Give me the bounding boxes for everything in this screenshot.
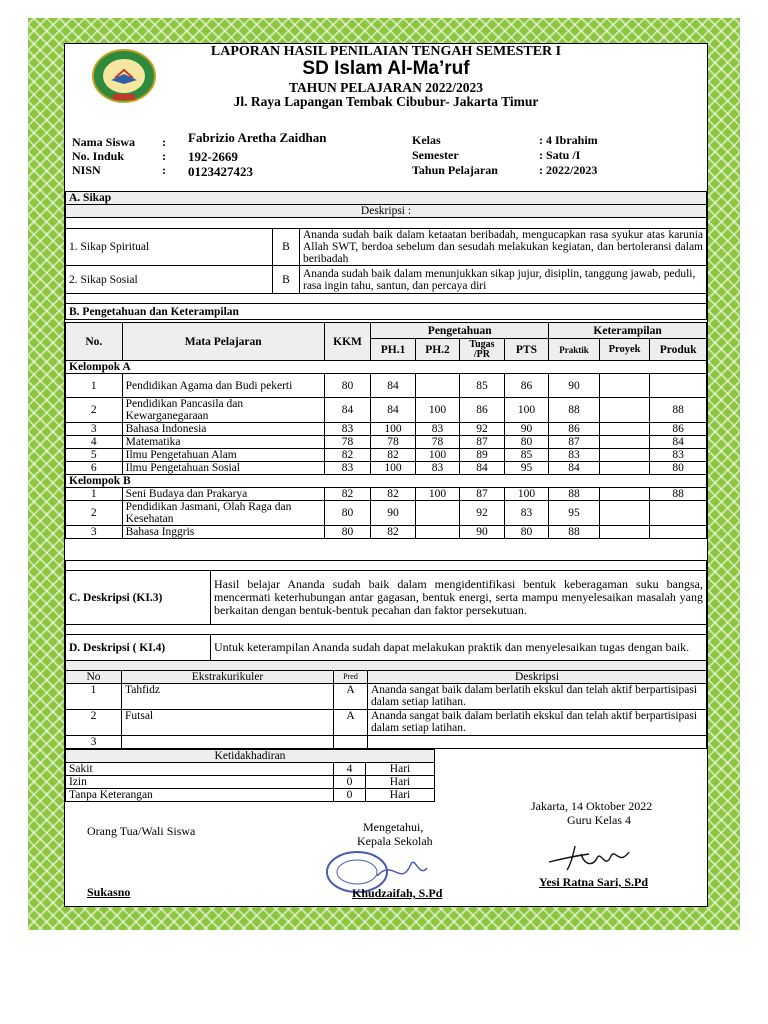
student-induk: 192-2669 [188, 149, 238, 164]
table-row [66, 423, 707, 436]
absen-row [66, 789, 435, 802]
ekskul-no: 3 [66, 736, 122, 749]
absen-unit: Hari [366, 776, 435, 789]
cell-praktik: 90 [549, 374, 600, 398]
cell-pts: 80 [504, 526, 549, 539]
table-row [66, 526, 707, 539]
cell-kkm: 78 [324, 436, 371, 449]
class-info-labels [412, 133, 498, 178]
cell-mapel: Ilmu Pengetahuan Sosial [122, 462, 324, 475]
semester-label: Semester [412, 148, 459, 162]
col-tugas: Tugas /PR [460, 339, 504, 361]
group-name: Kelompok B [66, 475, 707, 488]
head-title: Kepala Sekolah [357, 834, 433, 848]
spacer-row [66, 561, 707, 571]
school-name: SD Islam Al-Ma’ruf [302, 58, 470, 79]
cell-proyek [599, 488, 650, 501]
table-row [66, 501, 707, 526]
student-info-labels [72, 135, 135, 177]
cell-ph2 [415, 501, 459, 526]
absen-unit: Hari [366, 763, 435, 776]
col-mapel: Mata Pelajaran [122, 323, 324, 361]
cell-produk: 86 [650, 423, 707, 436]
group-name: Kelompok A [66, 361, 707, 374]
cell-ph1: 90 [371, 501, 415, 526]
cell-pts: 80 [504, 436, 549, 449]
col-praktik: Praktik [549, 339, 600, 361]
col-pengetahuan: Pengetahuan [371, 323, 549, 339]
cell-kkm: 80 [324, 501, 371, 526]
cell-proyek [599, 526, 650, 539]
cell-mapel: Pendidikan Pancasila dan Kewarganegaraan [122, 398, 324, 423]
col-pts: PTS [504, 339, 549, 361]
ekskul-desc: Ananda sangat baik dalam berlatih ekskul dan telah aktif berpartisipasi dalam setiap latihan. [368, 684, 707, 710]
table-row [66, 398, 707, 423]
col-proyek: Proyek [599, 339, 650, 361]
teacher-signature-icon [545, 840, 655, 876]
nilai-table [65, 322, 707, 539]
cell-ph2: 83 [415, 462, 459, 475]
ki4-label: D. Deskripsi ( KI.4) [66, 635, 211, 661]
induk-label: No. Induk [72, 149, 125, 163]
cell-praktik: 88 [549, 488, 600, 501]
sikap-title: A. Sikap [66, 192, 707, 205]
guru-title: Guru Kelas 4 [567, 813, 631, 827]
cell-mapel: Seni Budaya dan Prakarya [122, 488, 324, 501]
absen-unit: Hari [366, 789, 435, 802]
col-ph2: PH.2 [415, 339, 459, 361]
cell-ph2 [415, 526, 459, 539]
cell-proyek [599, 398, 650, 423]
ekskul-col-name: Ekstrakurikuler [122, 671, 334, 684]
table-row [66, 436, 707, 449]
ekskul-col-no: No [66, 671, 122, 684]
class-info-values [539, 133, 598, 178]
cell-pts: 86 [504, 374, 549, 398]
absen-count: 0 [334, 789, 366, 802]
ekskul-body [66, 684, 707, 749]
absen-table [65, 749, 435, 802]
tahun-value: : 2022/2023 [539, 163, 598, 177]
cell-ph2: 83 [415, 423, 459, 436]
spacer-row [66, 661, 707, 671]
spacer-row [66, 625, 707, 635]
absen-row [66, 763, 435, 776]
cell-ph1: 100 [371, 423, 415, 436]
cell-proyek [599, 423, 650, 436]
ki3-label: C. Deskripsi (KI.3) [66, 571, 211, 625]
ekskul-desc: Ananda sangat baik dalam berlatih ekskul dan telah aktif berpartisipasi dalam setiap latihan. [368, 710, 707, 736]
cell-ph1: 78 [371, 436, 415, 449]
ekskul-col-pred: Pred [334, 671, 368, 684]
student-info-colons [162, 135, 166, 177]
colon: : [162, 163, 166, 177]
cell-produk [650, 501, 707, 526]
parent-title: Orang Tua/Wali Siswa [87, 824, 196, 838]
col-keterampilan: Keterampilan [549, 323, 707, 339]
cell-ph2: 100 [415, 449, 459, 462]
absen-body [66, 763, 435, 802]
cell-tugas: 90 [460, 526, 504, 539]
ekskul-pred: A [334, 710, 368, 736]
cell-pts: 100 [504, 398, 549, 423]
cell-ph2: 78 [415, 436, 459, 449]
know-label: Mengetahui, [363, 820, 424, 834]
ekskul-row [66, 710, 707, 736]
guru-name: Yesi Ratna Sari, S.Pd [539, 875, 649, 889]
cell-no: 3 [66, 423, 123, 436]
cell-produk: 84 [650, 436, 707, 449]
sikap-spiritual-label: 1. Sikap Spiritual [66, 229, 273, 266]
cell-ph2 [415, 374, 459, 398]
sikap-sosial-label: 2. Sikap Sosial [66, 266, 273, 294]
col-no: No. [66, 323, 123, 361]
kelas-label: Kelas [412, 133, 441, 147]
cell-no: 1 [66, 374, 123, 398]
spacer-row [66, 218, 707, 229]
absen-label: Izin [66, 776, 334, 789]
nisn-label: NISN [72, 163, 101, 177]
ki3-text: Hasil belajar Ananda sudah baik dalam mengidentifikasi bentuk keberagaman suku bangsa, mencermati keterhubungan antar gagasan, bentuk energi, serta mampu menyelesaikan masalah yang berkaitan dengan bentuk-bentuk pecahan dan faktor persekutuan. [211, 571, 707, 625]
cell-ph1: 84 [371, 374, 415, 398]
cell-produk: 88 [650, 398, 707, 423]
ekskul-table [65, 670, 707, 749]
ekskul-name: Tahfidz [122, 684, 334, 710]
cell-praktik: 83 [549, 449, 600, 462]
cell-praktik: 88 [549, 398, 600, 423]
cell-tugas: 86 [460, 398, 504, 423]
cell-tugas: 92 [460, 501, 504, 526]
parent-name: Sukasno [87, 885, 131, 899]
ekskul-col-desc: Deskripsi [368, 671, 707, 684]
table-row [66, 488, 707, 501]
cell-no: 1 [66, 488, 123, 501]
place-date: Jakarta, 14 Oktober 2022 [531, 799, 653, 813]
col-kkm: KKM [324, 323, 371, 361]
student-name: Fabrizio Aretha Zaidhan [188, 130, 327, 145]
ekskul-name [122, 736, 334, 749]
report-card [64, 43, 708, 907]
table-row [66, 449, 707, 462]
cell-no: 2 [66, 398, 123, 423]
cell-kkm: 80 [324, 374, 371, 398]
student-nisn: 0123427423 [188, 164, 253, 179]
cell-tugas: 87 [460, 488, 504, 501]
tahun-label: Tahun Pelajaran [412, 163, 498, 177]
school-address: Jl. Raya Lapangan Tembak Cibubur- Jakarta Timur [233, 94, 539, 109]
cell-ph1: 82 [371, 526, 415, 539]
cell-produk: 88 [650, 488, 707, 501]
sikap-spiritual-desc: Ananda sudah baik dalam ketaatan beribadah, mengucapkan rasa syukur atas karunia Allah SWT, berdoa sebelum dan sesudah melakukan kegiatan, dan bertoleransi dalam beribadah [300, 229, 707, 266]
ekskul-no: 2 [66, 710, 122, 736]
cell-ph2: 100 [415, 488, 459, 501]
cell-proyek [599, 374, 650, 398]
cell-produk: 80 [650, 462, 707, 475]
ekskul-desc [368, 736, 707, 749]
cell-pts: 90 [504, 423, 549, 436]
sikap-table [65, 191, 707, 320]
cell-no: 2 [66, 501, 123, 526]
cell-pts: 85 [504, 449, 549, 462]
spacer-row [66, 294, 707, 304]
cell-kkm: 83 [324, 423, 371, 436]
cell-praktik: 88 [549, 526, 600, 539]
cell-mapel: Matematika [122, 436, 324, 449]
absen-label: Sakit [66, 763, 334, 776]
cell-ph2: 100 [415, 398, 459, 423]
sikap-spiritual-pred: B [273, 229, 300, 266]
kelas-value: : 4 Ibrahim [539, 133, 598, 147]
cell-produk: 83 [650, 449, 707, 462]
absen-title: Ketidakhadiran [66, 750, 435, 763]
sikap-sosial-desc: Ananda sudah baik dalam menunjukkan sikap jujur, disiplin, tanggung jawab, peduli, rasa ingin tahu, santun, dan percaya diri [300, 266, 707, 294]
table-row [66, 462, 707, 475]
nilai-body [66, 361, 707, 539]
ki3-table [65, 560, 707, 671]
ki4-text: Untuk keterampilan Ananda sudah dapat melakukan praktik dan menyelesaikan tugas dengan baik. [211, 635, 707, 661]
cell-kkm: 82 [324, 449, 371, 462]
cell-praktik: 95 [549, 501, 600, 526]
cell-kkm: 84 [324, 398, 371, 423]
cell-no: 4 [66, 436, 123, 449]
cell-proyek [599, 462, 650, 475]
name-label: Nama Siswa [72, 135, 136, 149]
col-produk: Produk [650, 339, 707, 361]
sikap-sosial-pred: B [273, 266, 300, 294]
cell-tugas: 87 [460, 436, 504, 449]
cell-produk [650, 526, 707, 539]
table-row [66, 374, 707, 398]
absen-count: 4 [334, 763, 366, 776]
ekskul-pred [334, 736, 368, 749]
cell-pts: 100 [504, 488, 549, 501]
cell-produk [650, 374, 707, 398]
absen-label: Tanpa Keterangan [66, 789, 334, 802]
cell-ph1: 84 [371, 398, 415, 423]
head-name: Khudzaifah, S.Pd [352, 886, 443, 900]
cell-ph1: 82 [371, 488, 415, 501]
ekskul-no: 1 [66, 684, 122, 710]
ekskul-pred: A [334, 684, 368, 710]
cell-mapel: Ilmu Pengetahuan Alam [122, 449, 324, 462]
cell-tugas: 85 [460, 374, 504, 398]
col-ph1: PH.1 [371, 339, 415, 361]
group-row [66, 475, 707, 488]
cell-pts: 95 [504, 462, 549, 475]
nilai-title: B. Pengetahuan dan Keterampilan [66, 304, 707, 320]
cell-mapel: Bahasa Indonesia [122, 423, 324, 436]
cell-kkm: 83 [324, 462, 371, 475]
group-row [66, 361, 707, 374]
cell-tugas: 89 [460, 449, 504, 462]
cell-tugas: 92 [460, 423, 504, 436]
cell-proyek [599, 436, 650, 449]
report-title: LAPORAN HASIL PENILAIAN TENGAH SEMESTER I [210, 44, 562, 59]
ekskul-row [66, 736, 707, 749]
cell-proyek [599, 501, 650, 526]
academic-year: TAHUN PELAJARAN 2022/2023 [288, 80, 483, 95]
colon: : [162, 135, 166, 149]
cell-mapel: Bahasa Inggris [122, 526, 324, 539]
cell-praktik: 84 [549, 462, 600, 475]
cell-ph1: 100 [371, 462, 415, 475]
cell-praktik: 87 [549, 436, 600, 449]
student-info-values [188, 130, 326, 179]
cell-praktik: 86 [549, 423, 600, 436]
colon: : [162, 149, 166, 163]
cell-no: 5 [66, 449, 123, 462]
cell-ph1: 82 [371, 449, 415, 462]
cell-proyek [599, 449, 650, 462]
sikap-desc-header: Deskripsi : [66, 205, 707, 218]
cell-no: 6 [66, 462, 123, 475]
ekskul-row [66, 684, 707, 710]
cell-mapel: Pendidikan Jasmani, Olah Raga dan Kesehatan [122, 501, 324, 526]
cell-mapel: Pendidikan Agama dan Budi pekerti [122, 374, 324, 398]
cell-tugas: 84 [460, 462, 504, 475]
cell-pts: 83 [504, 501, 549, 526]
absen-row [66, 776, 435, 789]
absen-count: 0 [334, 776, 366, 789]
cell-no: 3 [66, 526, 123, 539]
cell-kkm: 82 [324, 488, 371, 501]
ekskul-name: Futsal [122, 710, 334, 736]
cell-kkm: 80 [324, 526, 371, 539]
semester-value: : Satu /I [539, 148, 581, 162]
